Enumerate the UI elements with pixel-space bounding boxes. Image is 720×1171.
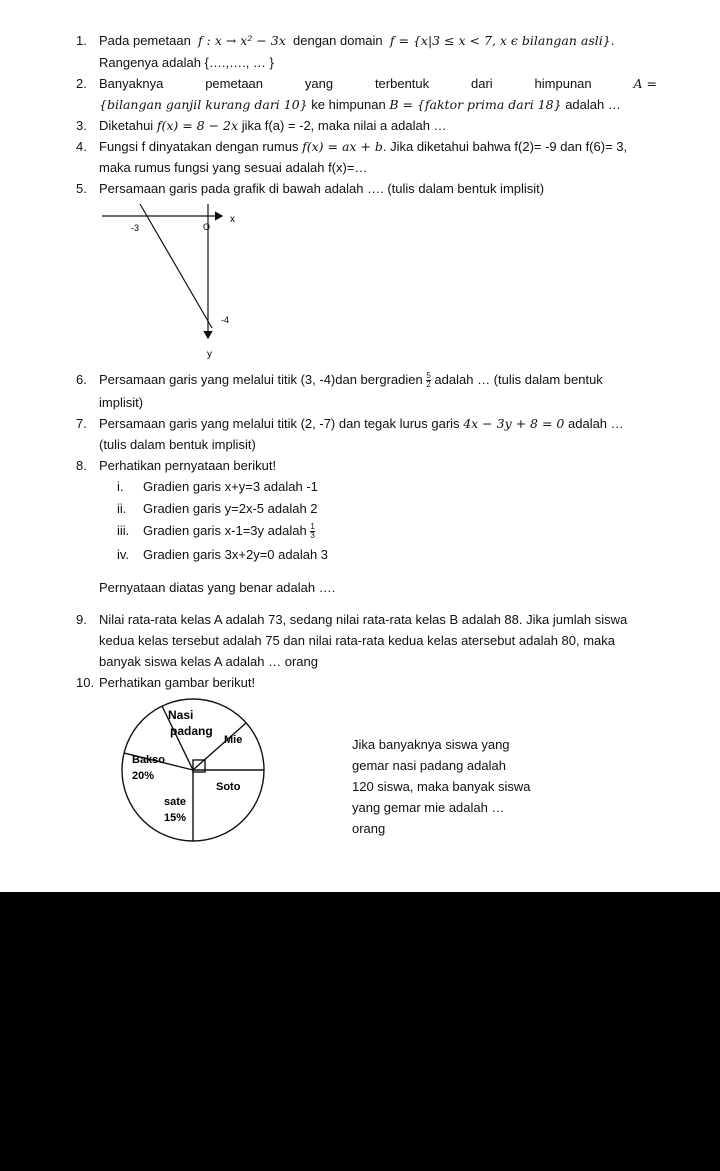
q1-line1: Pada pemetaan f : x → x² − 3x dengan domain f = {x|3 ≤ x < 7, x ϵ bilangan asli}. bbox=[99, 33, 615, 48]
q8-intro: Perhatikan pernyataan berikut! bbox=[99, 458, 277, 473]
slice-value-sate: 15% bbox=[164, 812, 187, 824]
q2-word: yang bbox=[304, 76, 334, 91]
q10-side-line: gemar nasi padang adalah bbox=[352, 758, 506, 773]
slice-label-bakso: Bakso bbox=[132, 754, 166, 766]
origin-label: O bbox=[203, 222, 211, 232]
q4-line1: Fungsi f dinyatakan dengan rumus f(x) = ax + b. Jika diketahui bahwa f(2)= -9 dan f(6)= 3, bbox=[99, 139, 628, 154]
q2-line2: {bilangan ganjil kurang dari 10} ke himpunan B = {faktor prima dari 18} adalah … bbox=[99, 97, 621, 112]
q7-number: 7. bbox=[76, 416, 87, 431]
graph-line bbox=[140, 204, 212, 328]
q5-number: 5. bbox=[76, 181, 87, 196]
q2-number: 2. bbox=[76, 76, 87, 91]
q9-line: kedua kelas tersebut adalah 75 dan nilai rata-rata kedua kelas atersebut adalah 80, maka bbox=[99, 633, 616, 648]
q2-word: pemetaan bbox=[205, 76, 264, 91]
q7-line2: (tulis dalam bentuk implisit) bbox=[99, 437, 256, 452]
q8-item-text: Gradien garis 3x+2y=0 adalah 3 bbox=[143, 547, 329, 562]
y-axis-label: y bbox=[207, 349, 212, 360]
q2-line1 bbox=[99, 76, 657, 91]
q3-number: 3. bbox=[76, 118, 87, 133]
slice-label-padang: padang bbox=[170, 724, 213, 738]
q10-number: 10. bbox=[76, 675, 95, 690]
slice-label-nasi: Nasi bbox=[168, 708, 194, 722]
q8-item-roman: iii. bbox=[117, 523, 130, 538]
x-axis-label: x bbox=[230, 214, 235, 225]
q8-item-roman: ii. bbox=[117, 501, 127, 516]
slice-label-soto: Soto bbox=[216, 781, 241, 793]
q2-word: himpunan bbox=[534, 76, 592, 91]
slice-label-sate: sate bbox=[164, 796, 187, 808]
q8-item-text: Gradien garis x-1=3y adalah $\frac{1}{3}$ bbox=[143, 522, 315, 541]
q8-item-roman: i. bbox=[117, 479, 124, 494]
q6-line1: Persamaan garis yang melalui titik (3, -4)dan bergradien $\frac{5}{2}$ adalah … (tulis dalam bentuk bbox=[99, 371, 603, 390]
q9-number: 9. bbox=[76, 612, 87, 627]
q1-line2: Rangenya adalah {….,…., … } bbox=[99, 55, 274, 70]
q5-graph bbox=[100, 200, 260, 365]
q8-closing: Pernyataan diatas yang benar adalah …. bbox=[99, 580, 336, 595]
q8-number: 8. bbox=[76, 458, 87, 473]
q10-side-line: orang bbox=[352, 821, 386, 836]
q9-line: banyak siswa kelas A adalah … orang bbox=[99, 654, 318, 669]
q6-number: 6. bbox=[76, 372, 87, 387]
q10-side-line: yang gemar mie adalah … bbox=[352, 800, 505, 815]
q9-line: Nilai rata-rata kelas A adalah 73, sedang nilai rata-rata kelas B adalah 88. Jika jumlah siswa bbox=[99, 612, 628, 627]
q5-text: Persamaan garis pada grafik di bawah adalah …. (tulis dalam bentuk implisit) bbox=[99, 181, 545, 196]
x-intercept-label: -3 bbox=[131, 223, 140, 233]
q8-item-text: Gradien garis y=2x-5 adalah 2 bbox=[143, 501, 318, 516]
q2-word: Banyaknya bbox=[99, 76, 164, 91]
q1-number: 1. bbox=[76, 33, 87, 48]
pie-chart bbox=[118, 695, 268, 845]
q4-line2: maka rumus fungsi yang sesuai adalah f(x)=… bbox=[99, 160, 368, 175]
q2-word: terbentuk bbox=[374, 76, 430, 91]
q8-item-text: Gradien garis x+y=3 adalah -1 bbox=[143, 479, 318, 494]
q4-number: 4. bbox=[76, 139, 87, 154]
q10-side-line: Jika banyaknya siswa yang bbox=[352, 737, 510, 752]
q3-text: Diketahui f(x) = 8 − 2x jika f(a) = -2, maka nilai a adalah … bbox=[99, 118, 447, 133]
q10-side-line: 120 siswa, maka banyak siswa bbox=[352, 779, 531, 794]
slice-value-bakso: 20% bbox=[132, 770, 155, 782]
slice-label-mie: Mie bbox=[224, 734, 243, 746]
q10-intro: Perhatikan gambar berikut! bbox=[99, 675, 256, 690]
q8-item-roman: iv. bbox=[117, 547, 130, 562]
q8-fraction: $\frac{1}{3}$ bbox=[310, 522, 315, 541]
y-intercept-label: -4 bbox=[221, 315, 230, 325]
q2-word: A = bbox=[633, 76, 657, 91]
q2-word: dari bbox=[471, 76, 493, 91]
q6-fraction: $\frac{5}{2}$ bbox=[426, 371, 431, 390]
q6-line2: implisit) bbox=[99, 395, 144, 410]
q7-line1: Persamaan garis yang melalui titik (2, -7) dan tegak lurus garis 4x − 3y + 8 = 0 adalah … bbox=[99, 416, 624, 431]
